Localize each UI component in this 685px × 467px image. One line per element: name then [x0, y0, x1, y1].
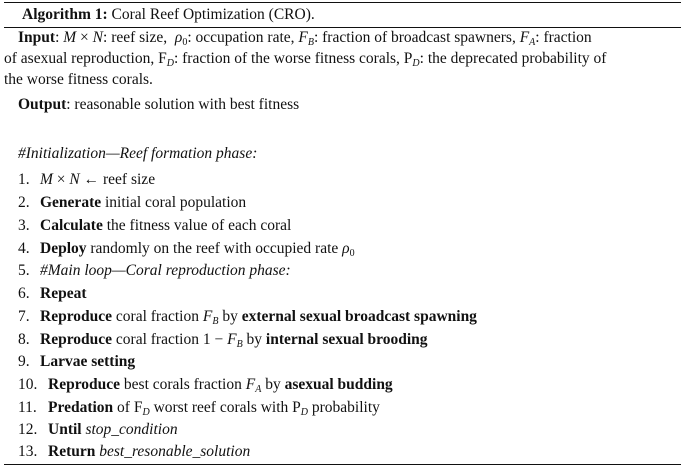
step-keyword: Predation [48, 399, 114, 416]
step-number: 3. [18, 217, 30, 234]
step-keyword-2: internal sexual brooding [265, 331, 428, 348]
step-text: randomly on the reef with occupied rate $\rho_0$ [86, 240, 355, 259]
output-label: Output [18, 96, 67, 113]
input-line-3 [4, 70, 153, 90]
step-2 [18, 193, 246, 213]
input-line-2: of asexual reproduction, $F_D$: fraction of the worse fitness corals, $P_D$: the deprecated probability of [4, 50, 607, 69]
step-number: 7. [18, 308, 30, 325]
step-keyword: Reproduce [40, 331, 113, 348]
step-keyword: Reproduce [48, 376, 121, 393]
step-keyword: Calculate [40, 217, 103, 234]
step-text: coral fraction $F_B$ by [112, 308, 242, 327]
step-keyword-2: asexual budding [284, 376, 393, 393]
step-12 [18, 420, 178, 440]
bottom-rule [4, 464, 681, 465]
step-keyword: Reproduce [40, 308, 113, 325]
step-11 [18, 398, 380, 418]
input-line-1 [18, 28, 592, 48]
init-comment [18, 144, 257, 164]
step-text: M × N ← reef size [40, 171, 156, 188]
step-keyword: Until [48, 421, 82, 438]
step-text: of $F_D$ worst reef corals with $P_D$ probability [113, 399, 380, 418]
step-number: 11. [18, 399, 37, 416]
step-text: the fitness value of each coral [102, 217, 292, 234]
step-3 [18, 216, 291, 236]
step-number: 10. [18, 376, 38, 393]
step-number: 9. [18, 353, 30, 370]
algorithm-label: Algorithm 1: [22, 6, 108, 23]
step-number: 6. [18, 285, 30, 302]
input-text-3: the worse fitness corals. [4, 71, 153, 88]
step-text: #Main loop—Coral reproduction phase: [40, 262, 291, 279]
step-keyword: Generate [40, 194, 102, 211]
step-number: 4. [18, 240, 30, 257]
step-italic: best_resonable_solution [99, 443, 251, 460]
step-number: 2. [18, 194, 30, 211]
step-10 [18, 375, 393, 395]
step-keyword: Return [48, 443, 96, 460]
step-text: initial coral population [101, 194, 247, 211]
input-text-1: : M × N: reef size, $\rho_0$: occupation rate, $F_B$: fraction of broadcast spawners, $F_A$: fraction [55, 29, 592, 48]
step-4 [18, 239, 355, 259]
top-rule [4, 2, 681, 3]
output-line [18, 95, 299, 115]
step-1 [18, 170, 155, 190]
init-comment-text: #Initialization—Reef formation phase: [18, 145, 258, 162]
step-5 [18, 261, 291, 281]
step-italic: stop_condition [85, 421, 178, 438]
step-number: 5. [18, 262, 30, 279]
step-9 [18, 352, 135, 372]
step-keyword: Repeat [40, 285, 87, 302]
output-text: : reasonable solution with best fitness [66, 96, 300, 113]
step-number: 12. [18, 421, 38, 438]
step-8 [18, 330, 428, 350]
step-13 [18, 442, 250, 462]
step-keyword: Deploy [40, 240, 87, 257]
step-text: best corals fraction $F_A$ by [120, 376, 285, 395]
step-number: 1. [18, 171, 30, 188]
step-7 [18, 307, 477, 327]
step-keyword-2: external sexual broadcast spawning [241, 308, 477, 325]
step-number: 13. [18, 443, 38, 460]
input-label: Input [18, 29, 56, 46]
algorithm-caption [22, 5, 315, 25]
algorithm-title: Coral Reef Optimization (CRO). [111, 6, 315, 23]
step-6 [18, 284, 87, 304]
step-number: 8. [18, 331, 30, 348]
step-text: coral fraction $1 - F_B$ by [112, 331, 266, 350]
step-keyword: Larvae setting [40, 353, 136, 370]
